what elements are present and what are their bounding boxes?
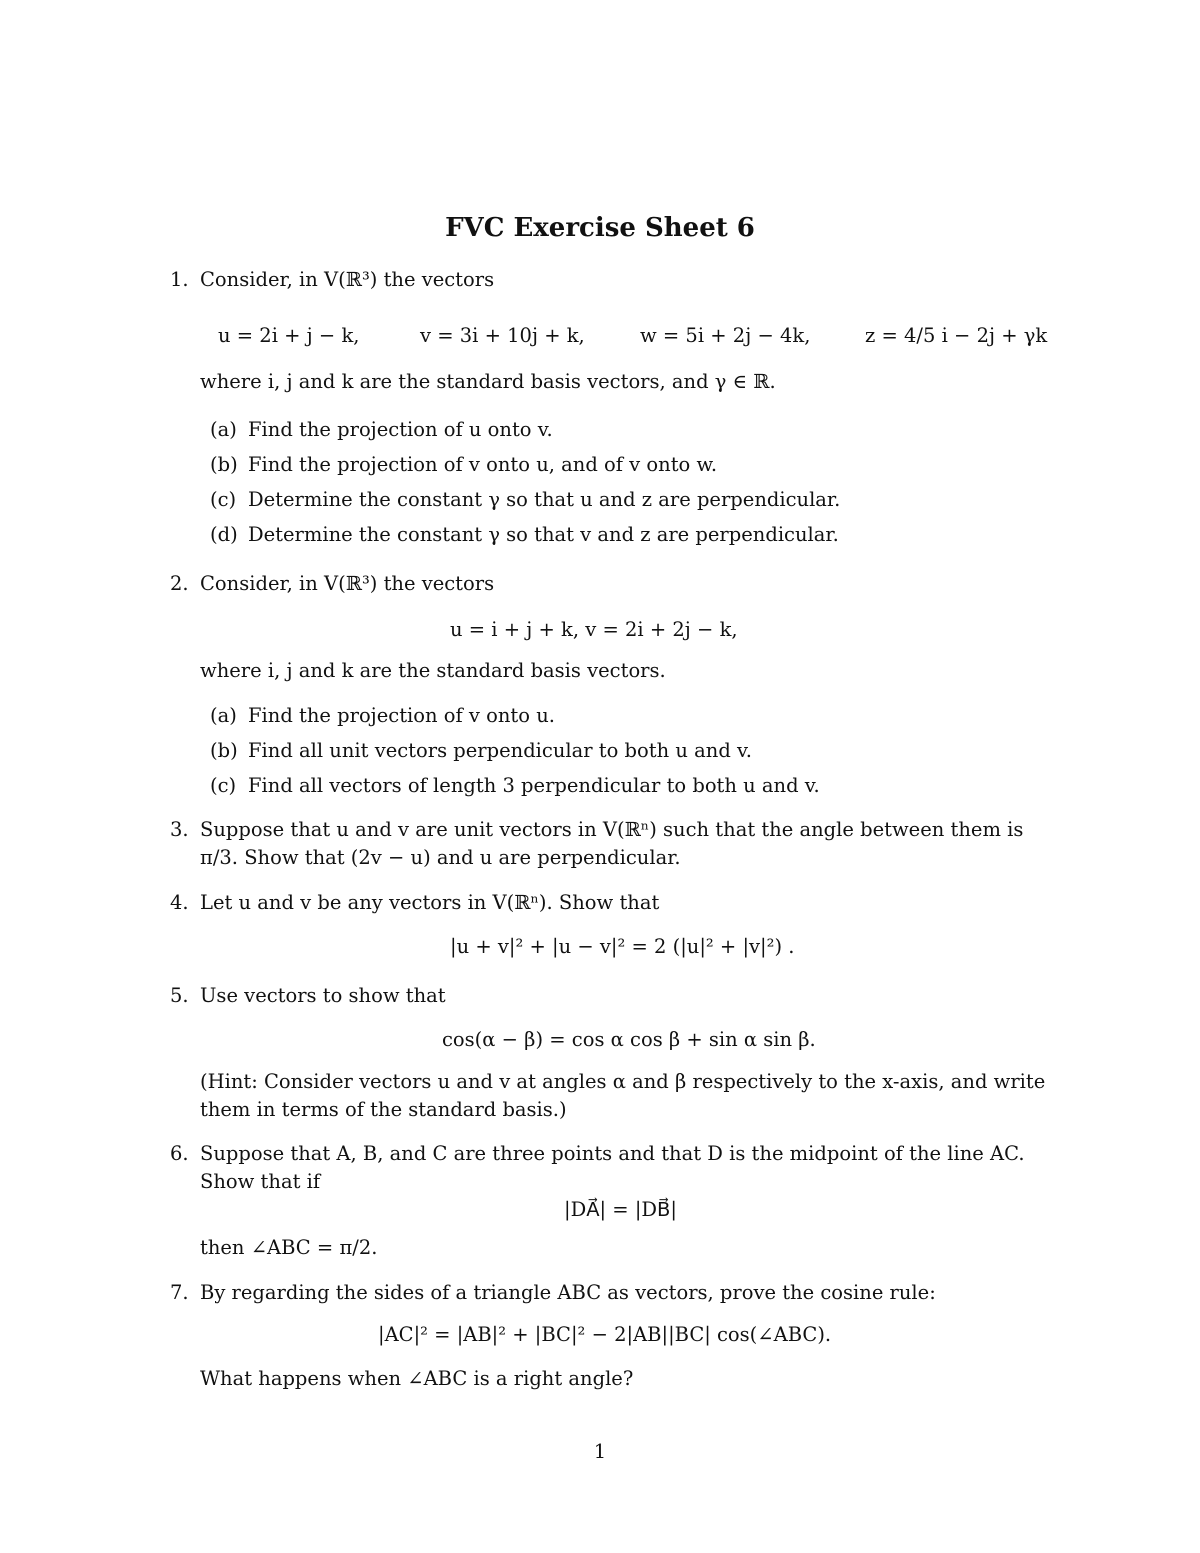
question-5 <box>170 984 1065 1121</box>
question-where: where i, j and k are the standard basis vectors, and γ ∈ ℝ. <box>200 370 776 393</box>
question-where: where i, j and k are the standard basis vectors. <box>200 659 666 682</box>
question-line: By regarding the sides of a triangle ABC as vectors, prove the cosine rule: <box>200 1281 936 1304</box>
question-number: 4. <box>170 891 189 914</box>
vector-equations: u = i + j + k, v = 2i + 2j − k, <box>450 618 738 641</box>
part-label: (c) <box>210 488 237 511</box>
part-text: Find the projection of v onto u. <box>248 704 555 727</box>
question-intro: Consider, in V(ℝ³) the vectors <box>200 268 495 291</box>
hint-line: (Hint: Consider vectors u and v at angles α and β respectively to the x-axis, and write <box>200 1070 1046 1093</box>
vector-w-equation: w = 5i + 2j − 4k, <box>640 324 811 347</box>
part-b <box>210 739 752 763</box>
question-6 <box>170 1142 1065 1259</box>
question-line: Let u and v be any vectors in V(ℝⁿ). Show that <box>200 891 660 914</box>
question-1 <box>170 268 1065 546</box>
question-line: Suppose that u and v are unit vectors in V(ℝⁿ) such that the angle between them is <box>200 818 1024 841</box>
page-title: FVC Exercise Sheet 6 <box>445 213 755 243</box>
cosine-rule-equation: |AC|² = |AB|² + |BC|² − 2|AB||BC| cos(∠ABC). <box>378 1323 832 1346</box>
vector-z-equation: z = 4/5 i − 2j + γk <box>865 324 1048 347</box>
page-number: 1 <box>593 1440 607 1463</box>
part-text: Find all unit vectors perpendicular to both u and v. <box>248 739 752 762</box>
part-label: (a) <box>210 704 237 727</box>
question-7 <box>170 1281 1065 1390</box>
part-a <box>210 704 555 728</box>
question-number: 7. <box>170 1281 189 1304</box>
part-d <box>210 523 839 547</box>
part-text: Find the projection of u onto v. <box>248 418 553 441</box>
question-4 <box>170 891 1065 958</box>
part-label: (b) <box>210 739 238 762</box>
identity-equation: |u + v|² + |u − v|² = 2 (|u|² + |v|²) . <box>450 935 795 958</box>
hint-line: them in terms of the standard basis.) <box>200 1098 567 1121</box>
part-label: (a) <box>210 418 237 441</box>
question-2 <box>170 572 1065 797</box>
question-number: 5. <box>170 984 189 1007</box>
question-line: π/3. Show that (2v − u) and u are perpendicular. <box>200 846 681 870</box>
question-line: then ∠ABC = π/2. <box>200 1236 378 1259</box>
part-label: (b) <box>210 453 238 476</box>
vector-v-equation: v = 3i + 10j + k, <box>420 324 585 347</box>
question-3 <box>170 818 1065 871</box>
vector-u-equation: u = 2i + j − k, <box>218 324 360 347</box>
part-text: Determine the constant γ so that u and z are perpendicular. <box>248 488 841 511</box>
question-line: Use vectors to show that <box>200 984 446 1007</box>
part-text: Find the projection of v onto u, and of v onto w. <box>248 453 718 476</box>
part-c <box>210 774 820 798</box>
question-line: Show that if <box>200 1170 321 1194</box>
part-text: Find all vectors of length 3 perpendicular to both u and v. <box>248 774 820 797</box>
question-number: 2. <box>170 572 189 595</box>
part-label: (d) <box>210 523 238 546</box>
question-number: 3. <box>170 818 189 841</box>
part-text: Determine the constant γ so that v and z are perpendicular. <box>248 523 839 546</box>
part-label: (c) <box>210 774 237 797</box>
part-c <box>210 488 840 512</box>
trig-identity: cos(α − β) = cos α cos β + sin α sin β. <box>442 1028 816 1051</box>
question-line: Suppose that A, B, and C are three points and that D is the midpoint of the line AC. <box>200 1142 1025 1165</box>
part-b <box>210 453 717 477</box>
question-number: 6. <box>170 1142 189 1165</box>
question-intro: Consider, in V(ℝ³) the vectors <box>200 572 495 595</box>
question-number: 1. <box>170 268 189 291</box>
question-line: What happens when ∠ABC is a right angle? <box>200 1367 634 1390</box>
part-a <box>210 418 553 442</box>
distance-equation: |DA⃗| = |DB⃗| <box>564 1198 678 1221</box>
